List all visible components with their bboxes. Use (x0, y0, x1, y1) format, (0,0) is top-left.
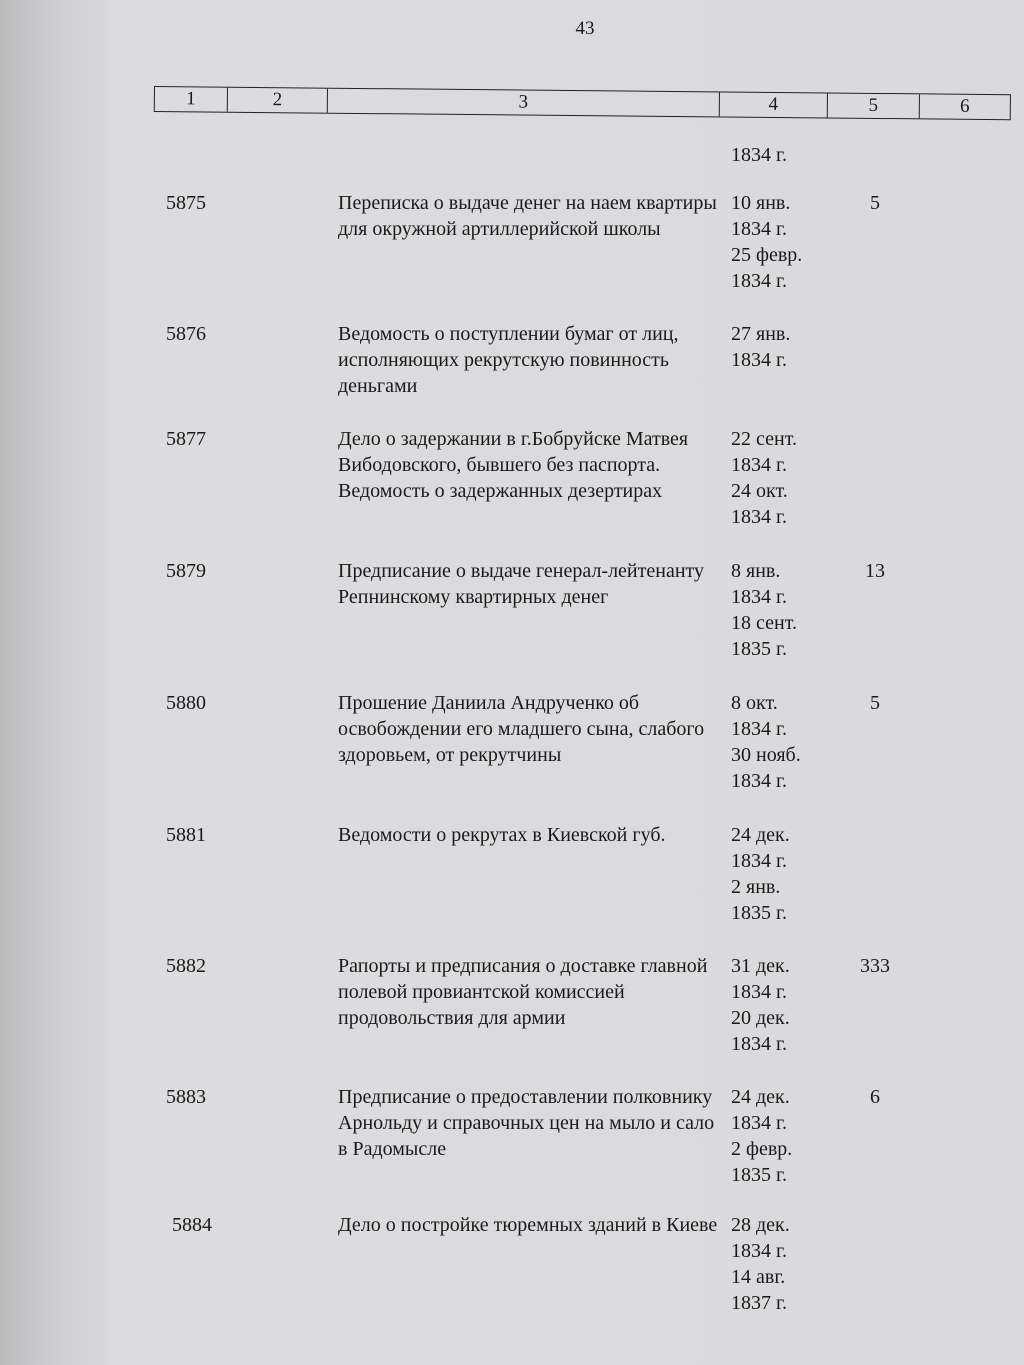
entry-title: Переписка о выдаче денег на наем квартиры для окружной артиллерийской школы (338, 192, 717, 240)
entry-date: 24 дек. (731, 824, 790, 846)
entry-date: 1834 г. (731, 850, 787, 872)
entry-date: 1835 г. (731, 638, 787, 660)
entry-date: 8 окт. (731, 692, 778, 714)
entry-date: 1834 г. (731, 1112, 787, 1134)
entry-date: 28 дек. (731, 1214, 790, 1236)
entry-number: 5884 (172, 1214, 212, 1236)
column-header-2: 2 (228, 88, 328, 113)
entry-title: Ведомость о поступлении бумаг от лиц, исполняющих рекрутскую повинность деньгами (338, 323, 679, 397)
entry-number: 5881 (166, 824, 206, 846)
entry-number: 5883 (166, 1086, 206, 1108)
entry-date: 31 дек. (731, 955, 790, 977)
column-header-5: 5 (828, 93, 920, 118)
entry-dates (731, 690, 831, 794)
entry-dates (731, 822, 831, 926)
entry-sheets: 13 (865, 560, 885, 582)
entry-dates (731, 426, 831, 530)
entry-date: 18 сент. (731, 612, 797, 634)
entry-date: 1834 г. (731, 981, 787, 1003)
entry-title: Дело о задержании в г.Бобруйске Матвея Вибодовского, бывшего без паспорта. Ведомость о задержанных дезертирах (338, 428, 689, 502)
entry-title: Ведомости о рекрутах в Киевской губ. (338, 824, 666, 846)
entry-date: 1837 г. (731, 1292, 787, 1314)
entry-dates (731, 953, 831, 1057)
column-header-row (154, 86, 1011, 120)
page-number: 43 (575, 18, 595, 39)
entry-date: 2 янв. (731, 876, 781, 898)
entry-number: 5876 (166, 323, 206, 345)
entry-title: Дело о постройке тюремных зданий в Киеве (338, 1214, 718, 1236)
entry-date: 1834 г. (731, 586, 787, 608)
entry-date: 27 янв. (731, 323, 791, 345)
entry-date: 1834 г. (731, 349, 787, 371)
entry-date: 1835 г. (731, 902, 787, 924)
entry-date: 1834 г. (731, 270, 787, 292)
column-header-6: 6 (959, 95, 970, 117)
entry-dates (731, 321, 831, 373)
entry-dates (731, 558, 831, 662)
spine-shadow (0, 0, 120, 1365)
entry-date: 24 дек. (731, 1086, 790, 1108)
entry-date: 25 февр. (731, 244, 803, 266)
entry-dates (731, 190, 831, 294)
entry-date: 1834 г. (731, 718, 787, 740)
entry-title: Предписание о выдаче генерал-лейтенанту Репнинскому квартирных денег (338, 560, 705, 608)
entry-date: 22 сент. (731, 428, 797, 450)
entry-sheets: 6 (870, 1086, 880, 1108)
entry-title: Рапорты и предписания о доставке главной полевой провиантской комиссией продовольствия для армии (338, 955, 708, 1029)
entry-number: 5875 (166, 192, 206, 214)
continued-date: 1834 г. (731, 144, 787, 166)
entry-date: 24 окт. (731, 480, 788, 502)
entry-number: 5882 (166, 955, 206, 977)
entry-sheets: 5 (870, 192, 880, 214)
entry-number: 5880 (166, 692, 206, 714)
entry-date: 1834 г. (731, 506, 787, 528)
entry-date: 20 дек. (731, 1007, 790, 1029)
column-header-3: 3 (328, 89, 720, 117)
entry-dates (731, 1212, 831, 1316)
entry-title: Предписание о предоставлении полковнику Арнольду и справочных цен на мыло и сало в Радомысле (338, 1086, 715, 1160)
entry-date: 1834 г. (731, 1240, 787, 1262)
entry-date: 1834 г. (731, 1033, 787, 1055)
entry-date: 1834 г. (731, 218, 787, 240)
entry-date: 1834 г. (731, 770, 787, 792)
entry-date: 1835 г. (731, 1164, 787, 1186)
entry-dates (731, 1084, 831, 1188)
entry-date: 1834 г. (731, 454, 787, 476)
entry-date: 14 авг. (731, 1266, 786, 1288)
entry-number: 5877 (166, 428, 206, 450)
entry-date: 8 янв. (731, 560, 781, 582)
entry-sheets: 5 (870, 692, 880, 714)
entry-date: 10 янв. (731, 192, 791, 214)
entry-title: Прошение Даниила Андрученко об освобождении его младшего сына, слабого здоровьем, от рекрутчины (338, 692, 705, 766)
column-header-4: 4 (720, 92, 828, 117)
entry-sheets: 333 (860, 955, 890, 977)
entry-date: 30 нояб. (731, 744, 801, 766)
entry-date: 2 февр. (731, 1138, 793, 1160)
entry-number: 5879 (166, 560, 206, 582)
column-header-1: 1 (155, 87, 228, 112)
